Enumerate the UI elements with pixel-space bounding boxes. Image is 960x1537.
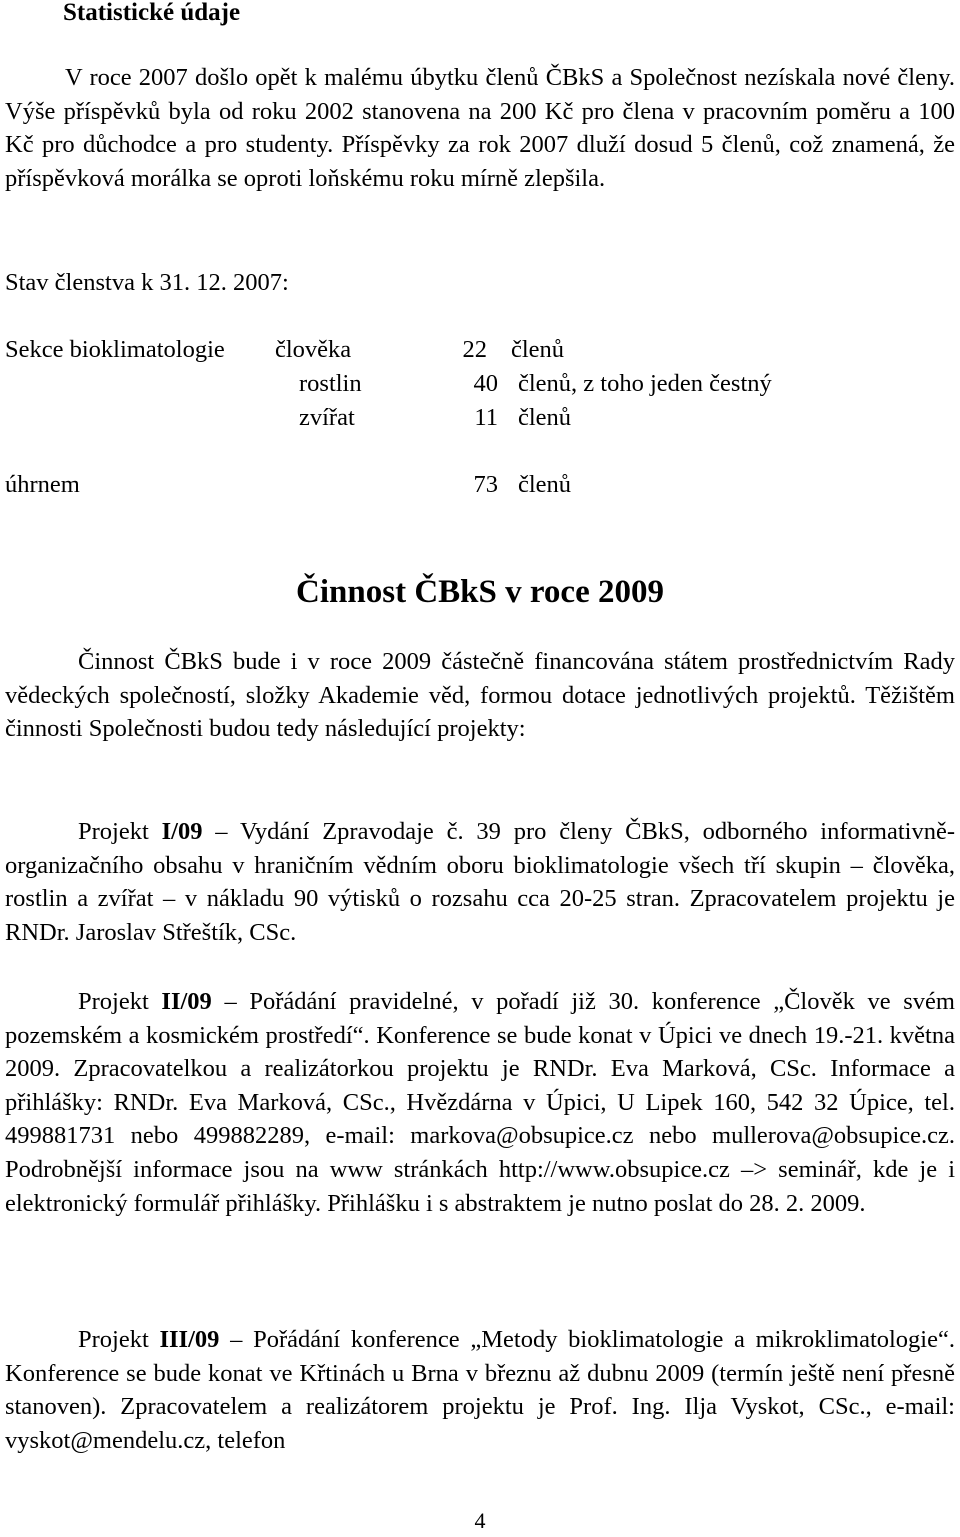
section-unit: členů xyxy=(511,336,565,363)
page-number: 4 xyxy=(474,1508,486,1533)
section-count: 11 xyxy=(474,404,498,431)
total-count: 73 xyxy=(473,471,498,498)
section-label: Sekce bioklimatologie xyxy=(5,336,225,363)
project-2 xyxy=(5,985,955,1220)
project-code: I/09 xyxy=(161,818,203,845)
total-label: úhrnem xyxy=(5,471,80,498)
project-text: – Pořádání pravidelné, v pořadí již 30. konference „Člověk ve svém pozemském a kosmickém prostředí“. Konference se bude konat v Úpici ve dnech 19.-21. května 2009. Zpracovatelkou a realizátorkou projektu je RNDr. Eva Marková, CSc. Informace a přihlášky: RNDr. Eva Marková, CSc., Hvězdárna v Úpici, U Lipek 160, 542 32 Úpice, tel. 499881731 nebo 499882289, e-mail: markova@obsupice.cz nebo mullerova@obsupice.cz. Podrobnější informace jsou na www stránkách http://www.obsupice.cz –> seminář, kde je i elektronický formulář přihlášky. Přihlášku i s abstraktem je nutno poslat do 28. 2. 2009. xyxy=(5,988,955,1217)
project-code: III/09 xyxy=(159,1326,220,1353)
statistics-heading: Statistické údaje xyxy=(63,0,241,26)
project-prefix: Projekt xyxy=(78,818,162,845)
project-1 xyxy=(5,815,955,949)
membership-heading: Stav členstva k 31. 12. 2007: xyxy=(5,269,289,296)
section-unit: členů xyxy=(518,404,572,431)
project-code: II/09 xyxy=(161,988,212,1015)
section-unit: členů, z toho jeden čestný xyxy=(518,370,772,397)
project-3 xyxy=(5,1323,955,1457)
section-name: rostlin xyxy=(299,370,362,397)
project-text: – Pořádání konference „Metody bioklimatologie a mikroklimatologie“. Konference se bude konat ve Křtinách u Brna v březnu až dubnu 2009 (termín ještě není přesně stanoven). Zpracovatelem a realizátorem projektu je Prof. Ing. Ilja Vyskot, CSc., e-mail: vyskot@mendelu.cz, telefon xyxy=(5,1326,955,1454)
project-text: – Vydání Zpravodaje č. 39 pro členy ČBkS, odborného informativně-organizačního obsahu v hraničním vědním oboru bioklimatologie všech tří skupin – člověka, rostlin a zvířat – v nákladu 90 výtisků o rozsahu cca 20-25 stran. Zpracovatelem projektu je RNDr. Jaroslav Střeštík, CSc. xyxy=(5,818,956,946)
project-prefix: Projekt xyxy=(78,1326,160,1353)
activity-intro: Činnost ČBkS bude i v roce 2009 částečně financována státem prostřednictvím Rady vědeckých společností, složky Akademie věd, formou dotace jednotlivých projektů. Těžištěm činnosti Společnosti budou tedy následující projekty: xyxy=(5,648,955,743)
statistics-paragraph: V roce 2007 došlo opět k malému úbytku členů ČBkS a Společnost nezískala nové členy. Výše příspěvků byla od roku 2002 stanovena na 200 Kč pro člena v pracovním poměru a 100 Kč pro důchodce a pro studenty. Příspěvky za rok 2007 dluží dosud 5 členů, což znamená, že příspěvková morálka se oproti loňskému roku mírně zlepšila. xyxy=(5,64,955,192)
project-prefix: Projekt xyxy=(78,988,162,1015)
section-count: 40 xyxy=(473,370,498,397)
activity-heading: Činnost ČBkS v roce 2009 xyxy=(296,574,664,610)
section-count: 22 xyxy=(462,336,487,363)
section-name: zvířat xyxy=(299,404,355,431)
section-name: člověka xyxy=(275,336,352,363)
total-unit: členů xyxy=(518,471,572,498)
